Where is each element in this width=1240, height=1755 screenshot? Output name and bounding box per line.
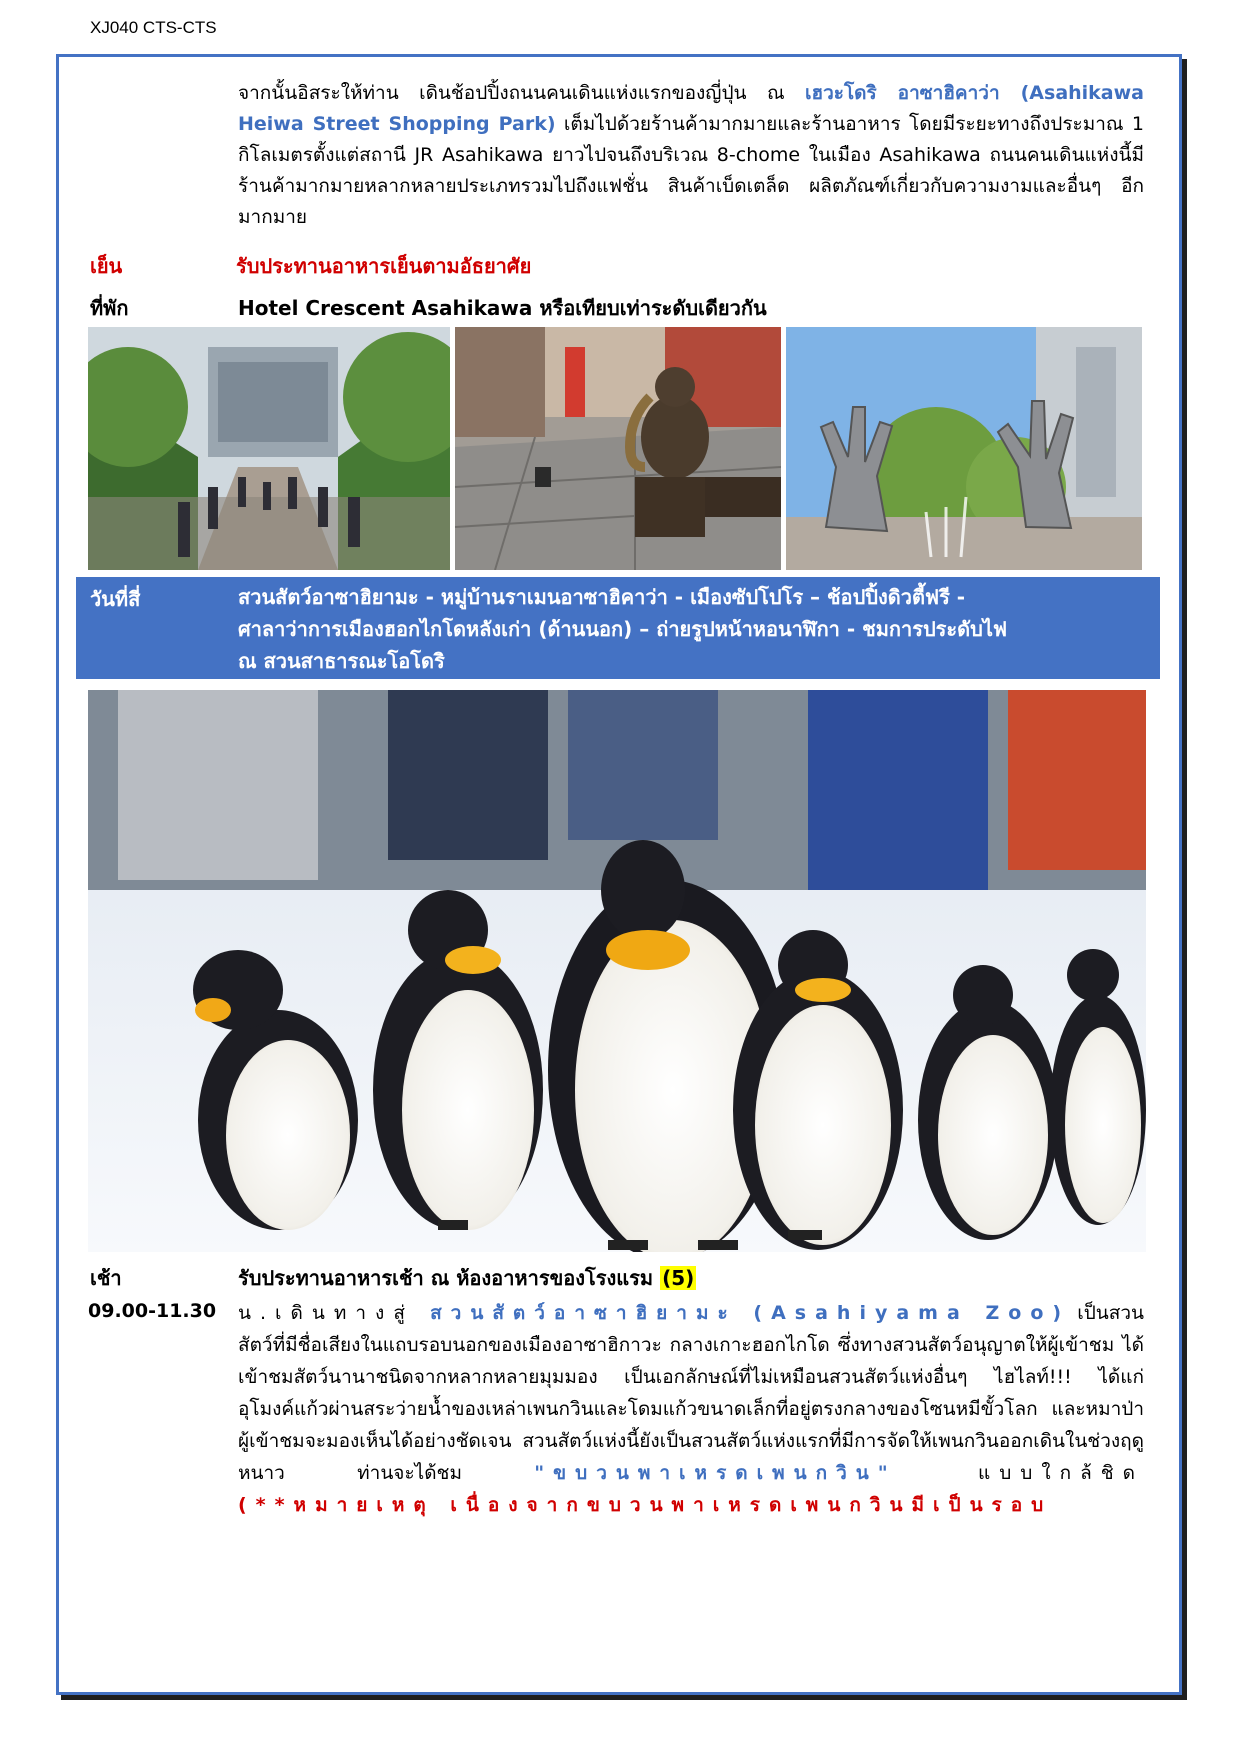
day-label: วันที่สี่: [90, 587, 141, 611]
intro-text-after: เต็มไปด้วยร้านค้ามากมายและร้านอาหาร โดยมีระยะทางถึงประมาณ 1 กิโลเมตรตั้งแต่สถานี JR Asahikawa ยาวไปจนถึงบริเวณ 8-chome ในเมือง Asahikawa ถนนคนเดินแห่งนี้มีร้านค้ามากมายหลากหลายประเภทรวมไปถึงแฟชั่น สินค้าเบ็ดเตล็ด ผลิตภัณฑ์เกี่ยวกับความงามและอื่นๆ อีกมากมาย: [238, 113, 1144, 228]
day-line-3: ณ สวนสาธารณะโอโดริ: [238, 649, 445, 673]
dinner-label: เย็น: [90, 254, 123, 278]
meal-count-badge: (5): [662, 1266, 695, 1290]
intro-paragraph: [238, 78, 1144, 233]
breakfast-text: รับประทานอาหารเช้า ณ ห้องอาหารของโรงแรม: [238, 1266, 654, 1290]
zoo-time: 09.00-11.30: [88, 1300, 217, 1322]
zoo-prefix: น.เดินทางสู่: [238, 1302, 431, 1324]
zoo-note: (**หมายเหตุ เนื่องจากขบวนพาเหรดเพนกวินมีเป็นรอบ: [238, 1494, 1053, 1516]
document-code: XJ040 CTS-CTS: [90, 18, 217, 37]
hotel-text: Hotel Crescent Asahikawa หรือเทียบเท่าระดับเดียวกัน: [238, 296, 767, 320]
hotel-label: ที่พัก: [90, 296, 129, 320]
day-itinerary-lines: [238, 581, 1150, 677]
zoo-paragraph: [238, 1297, 1144, 1521]
zoo-parade: "ขบวนพาเหรดเพนกวิน": [534, 1462, 897, 1484]
zoo-close: แบบใกล้ชิด: [896, 1462, 1144, 1484]
day-four-header: [76, 577, 1160, 679]
day-line-1: สวนสัตว์อาซาฮิยามะ - หมู่บ้านราเมนอาซาฮิคาว่า - เมืองซัปโปโร – ช้อปปิ้งดิวตี้ฟรี -: [238, 585, 966, 609]
breakfast-label: เช้า: [90, 1266, 122, 1290]
intro-text-before: จากนั้นอิสระให้ท่าน เดินช้อปปิ้งถนนคนเดินแห่งแรกของญี่ปุ่น ณ: [238, 82, 805, 104]
photo-saxophone-statue: [455, 327, 781, 570]
zoo-highlight: สวนสัตว์อาซาฮิยามะ (Asahiyama Zoo): [430, 1302, 1071, 1324]
dinner-text: รับประทานอาหารเย็นตามอัธยาศัย: [236, 254, 532, 278]
photo-shopping-street: [88, 327, 450, 570]
zoo-body: เป็นสวนสัตว์ที่มีชื่อเสียงในแถบรอบนอกของเมืองอาซาฮิกาวะ กลางเกาะฮอกไกโด ซึ่งทางสวนสัตว์อนุญาตให้ผู้เข้าชม ได้เข้าชมสัตว์นานาชนิดจากหลากหลายมุมมอง เป็นเอกลักษณ์ที่ไม่เหมือนสวนสัตว์แห่งอื่นๆ ไฮไลท์!!! ได้แก่ อุโมงค์แก้วผ่านสระว่ายน้ำของเหล่าเพนกวินและโดมแก้วขนาดเล็กที่อยู่ตรงกลางของโซนหมีขั้วโลก และหมาป่า ผู้เข้าชมจะมองเห็นได้อย่างชัดเจน สวนสัตว์แห่งนี้ยังเป็นสวนสัตว์แห่งแรกที่มีการจัดให้เพนกวินออกเดินในช่วงฤดูหนาว ท่านจะได้ชม: [238, 1302, 1144, 1484]
day-line-2: ศาลาว่าการเมืองฮอกไกโดหลังเก่า (ด้านนอก) – ถ่ายรูปหน้าหอนาฬิกา - ชมการประดับไฟ: [238, 617, 1008, 641]
photo-penguin-parade: [88, 690, 1146, 1252]
intro-highlight: เฮวะโดริ อาซาฮิคาว่า (Asahikawa Heiwa Street Shopping Park): [238, 82, 1145, 135]
photo-hands-fountain: [786, 327, 1142, 570]
